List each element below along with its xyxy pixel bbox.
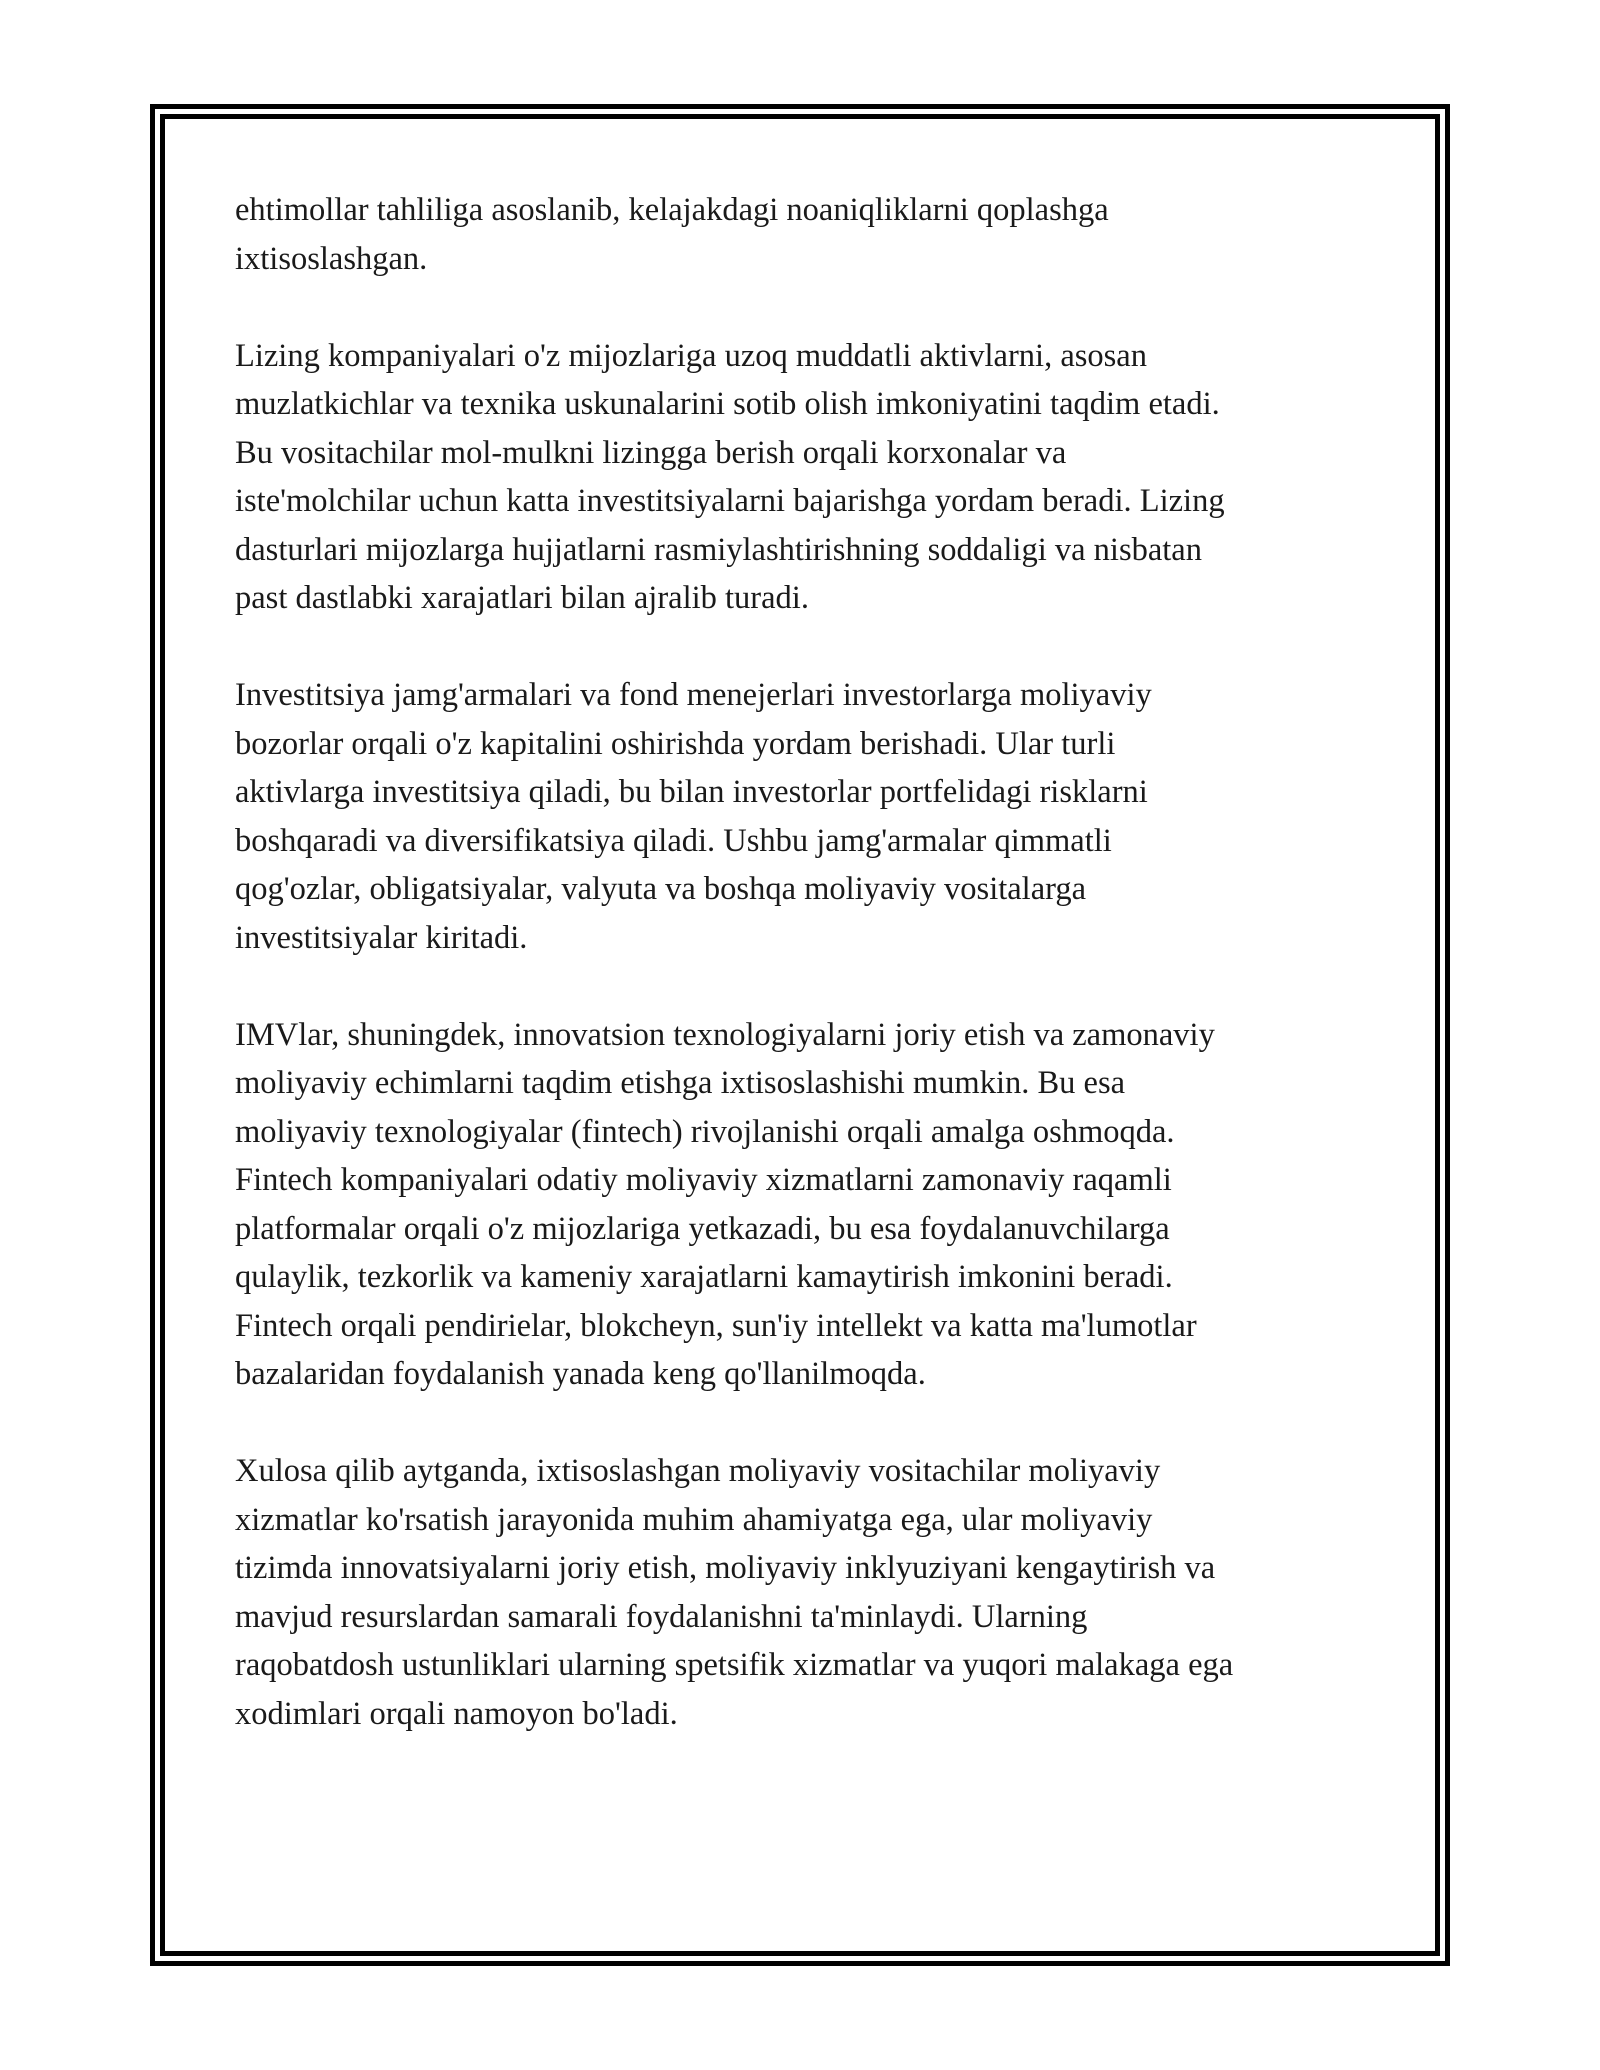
paragraph-2: Lizing kompaniyalari o'z mijozlariga uzoq muddatli aktivlarni, asosan muzlatkichlar va texnika uskunalarini sotib olish imkoniyatini taqdim etadi. Bu vositachilar mol-mulkni lizingga berish orqali korxonalar va iste'molchilar uchun katta investitsiyalarni bajarishga yordam beradi. Lizing dasturlari mijozlarga hujjatlarni rasmiylashtirishning soddaligi va nisbatan past dastlabki xarajatlari bilan ajralib turadi. (235, 337, 1225, 616)
paragraph-5: Xulosa qilib aytganda, ixtisoslashgan moliyaviy vositachilar moliyaviy xizmatlar ko'rsatish jarayonida muhim ahamiyatga ega, ular moliyaviy tizimda innovatsiyalarni joriy etish, moliyaviy inklyuziyani kengaytirish va mavjud resurslardan samarali foydalanishni ta'minlaydi. Ularning raqobatdosh ustunliklari ularning spetsifik xizmatlar va yuqori malakaga ega xodimlari orqali namoyon bo'ladi. (235, 1453, 1234, 1732)
document-body (235, 186, 1365, 1787)
paragraph-3: Investitsiya jamg'armalari va fond menejerlari investorlarga moliyaviy bozorlar orqali o'z kapitalini oshirishda yordam berishadi. Ular turli aktivlarga investitsiya qiladi, bu bilan investorlar portfelidagi risklarni boshqaradi va diversifikatsiya qiladi. Ushbu jamg'armalar qimmatli qog'ozlar, obligatsiyalar, valyuta va boshqa moliyaviy vositalarga investitsiyalar kiritadi. (235, 677, 1152, 956)
paragraph-1: ehtimollar tahliliga asoslanib, kelajakdagi noaniqliklarni qoplashga ixtisoslashgan. (235, 192, 1109, 277)
paragraph-4: IMVlar, shuningdek, innovatsion texnologiyalarni joriy etish va zamonaviy moliyaviy echimlarni taqdim etishga ixtisoslashishi mumkin. Bu esa moliyaviy texnologiyalar (fintech) rivojlanishi orqali amalga oshmoqda. Fintech kompaniyalari odatiy moliyaviy xizmatlarni zamonaviy raqamli platformalar orqali o'z mijozlariga yetkazadi, bu esa foydalanuvchilarga qulaylik, tezkorlik va kameniy xarajatlarni kamaytirish imkonini beradi. Fintech orqali pendirielar, blokcheyn, sun'iy intellekt va katta ma'lumotlar bazalaridan foydalanish yanada keng qo'llanilmoqda. (235, 1016, 1215, 1392)
